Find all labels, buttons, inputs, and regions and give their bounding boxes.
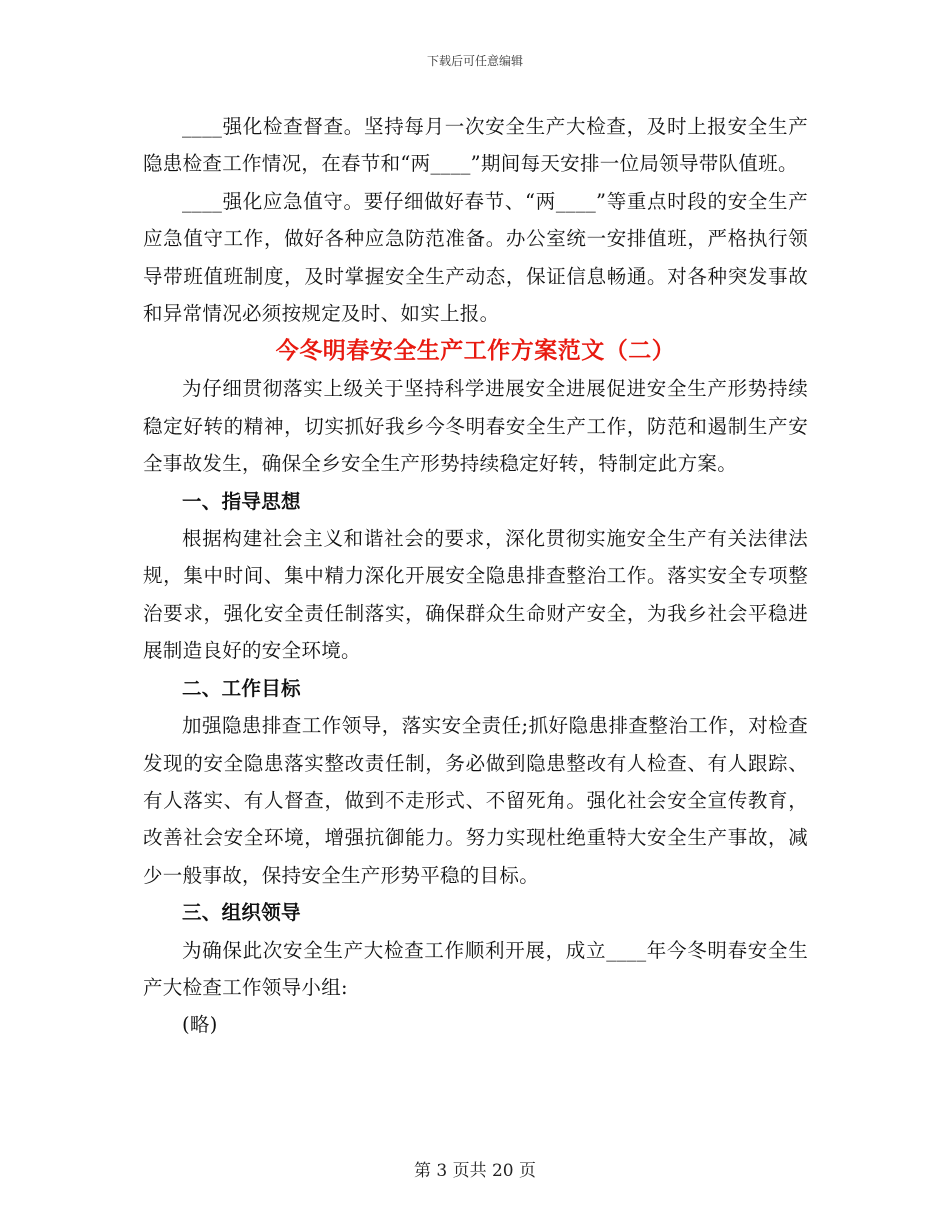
page-footer: 第 3 页共 20 页	[413, 1161, 537, 1181]
document-title: 今冬明春安全生产工作方案范文（二）	[275, 337, 676, 365]
paragraph-guiding-ideology: 根据构建社会主义和谐社会的要求，深化贯彻实施安全生产有关法律法规，集中时间、集中精力深化开展安全隐患排查整治工作。落实安全专项整治要求，强化安全责任制落实，确保群众生命财产安全，为我乡社会平稳进展制造良好的安全环境。	[143, 527, 808, 663]
section-heading-work-goals: 二、工作目标	[182, 676, 301, 700]
page-header: 下载后可任意编辑	[426, 54, 523, 68]
paragraph-emergency-duty: ____强化应急值守。要仔细做好春节、“两____”等重点时段的安全生产应急值守工作，做好各种应急防范准备。办公室统一安排值班，严格执行领导带班值班制度，及时掌握安全生产动态，保证信息畅通。对各种突发事故和异常情况必须按规定及时、如实上报。	[143, 189, 808, 326]
paragraph-inspection: ____强化检查督查。坚持每月一次安全生产大检查，及时上报安全生产隐患检查工作情况，在春节和“两____”期间每天安排一位局领导带队值班。	[143, 115, 808, 176]
paragraph-work-goals: 加强隐患排查工作领导，落实安全责任;抓好隐患排查整治工作，对检查发现的安全隐患落实整改责任制，务必做到隐患整改有人检查、有人跟踪、有人落实、有人督查，做到不走形式、不留死角。强化社会安全宣传教育，改善社会安全环境，增强抗御能力。努力实现杜绝重特大安全生产事故，减少一般事故，保持安全生产形势平稳的目标。	[143, 714, 808, 887]
paragraph-organization: 为确保此次安全生产大检查工作顺利开展，成立____年今冬明春安全生产大检查工作领导小组:	[143, 938, 808, 999]
document-body	[143, 108, 808, 1044]
section-heading-guiding-ideology: 一、指导思想	[182, 489, 301, 513]
paragraph-intro: 为仔细贯彻落实上级关于坚持科学进展安全进展促进安全生产形势持续稳定好转的精神，切实抓好我乡今冬明春安全生产工作，防范和遏制生产安全事故发生，确保全乡安全生产形势持续稳定好转，特制定此方案。	[143, 377, 808, 476]
section-heading-organization: 三、组织领导	[182, 901, 301, 925]
paragraph-omitted-note: (略)	[182, 1013, 218, 1037]
